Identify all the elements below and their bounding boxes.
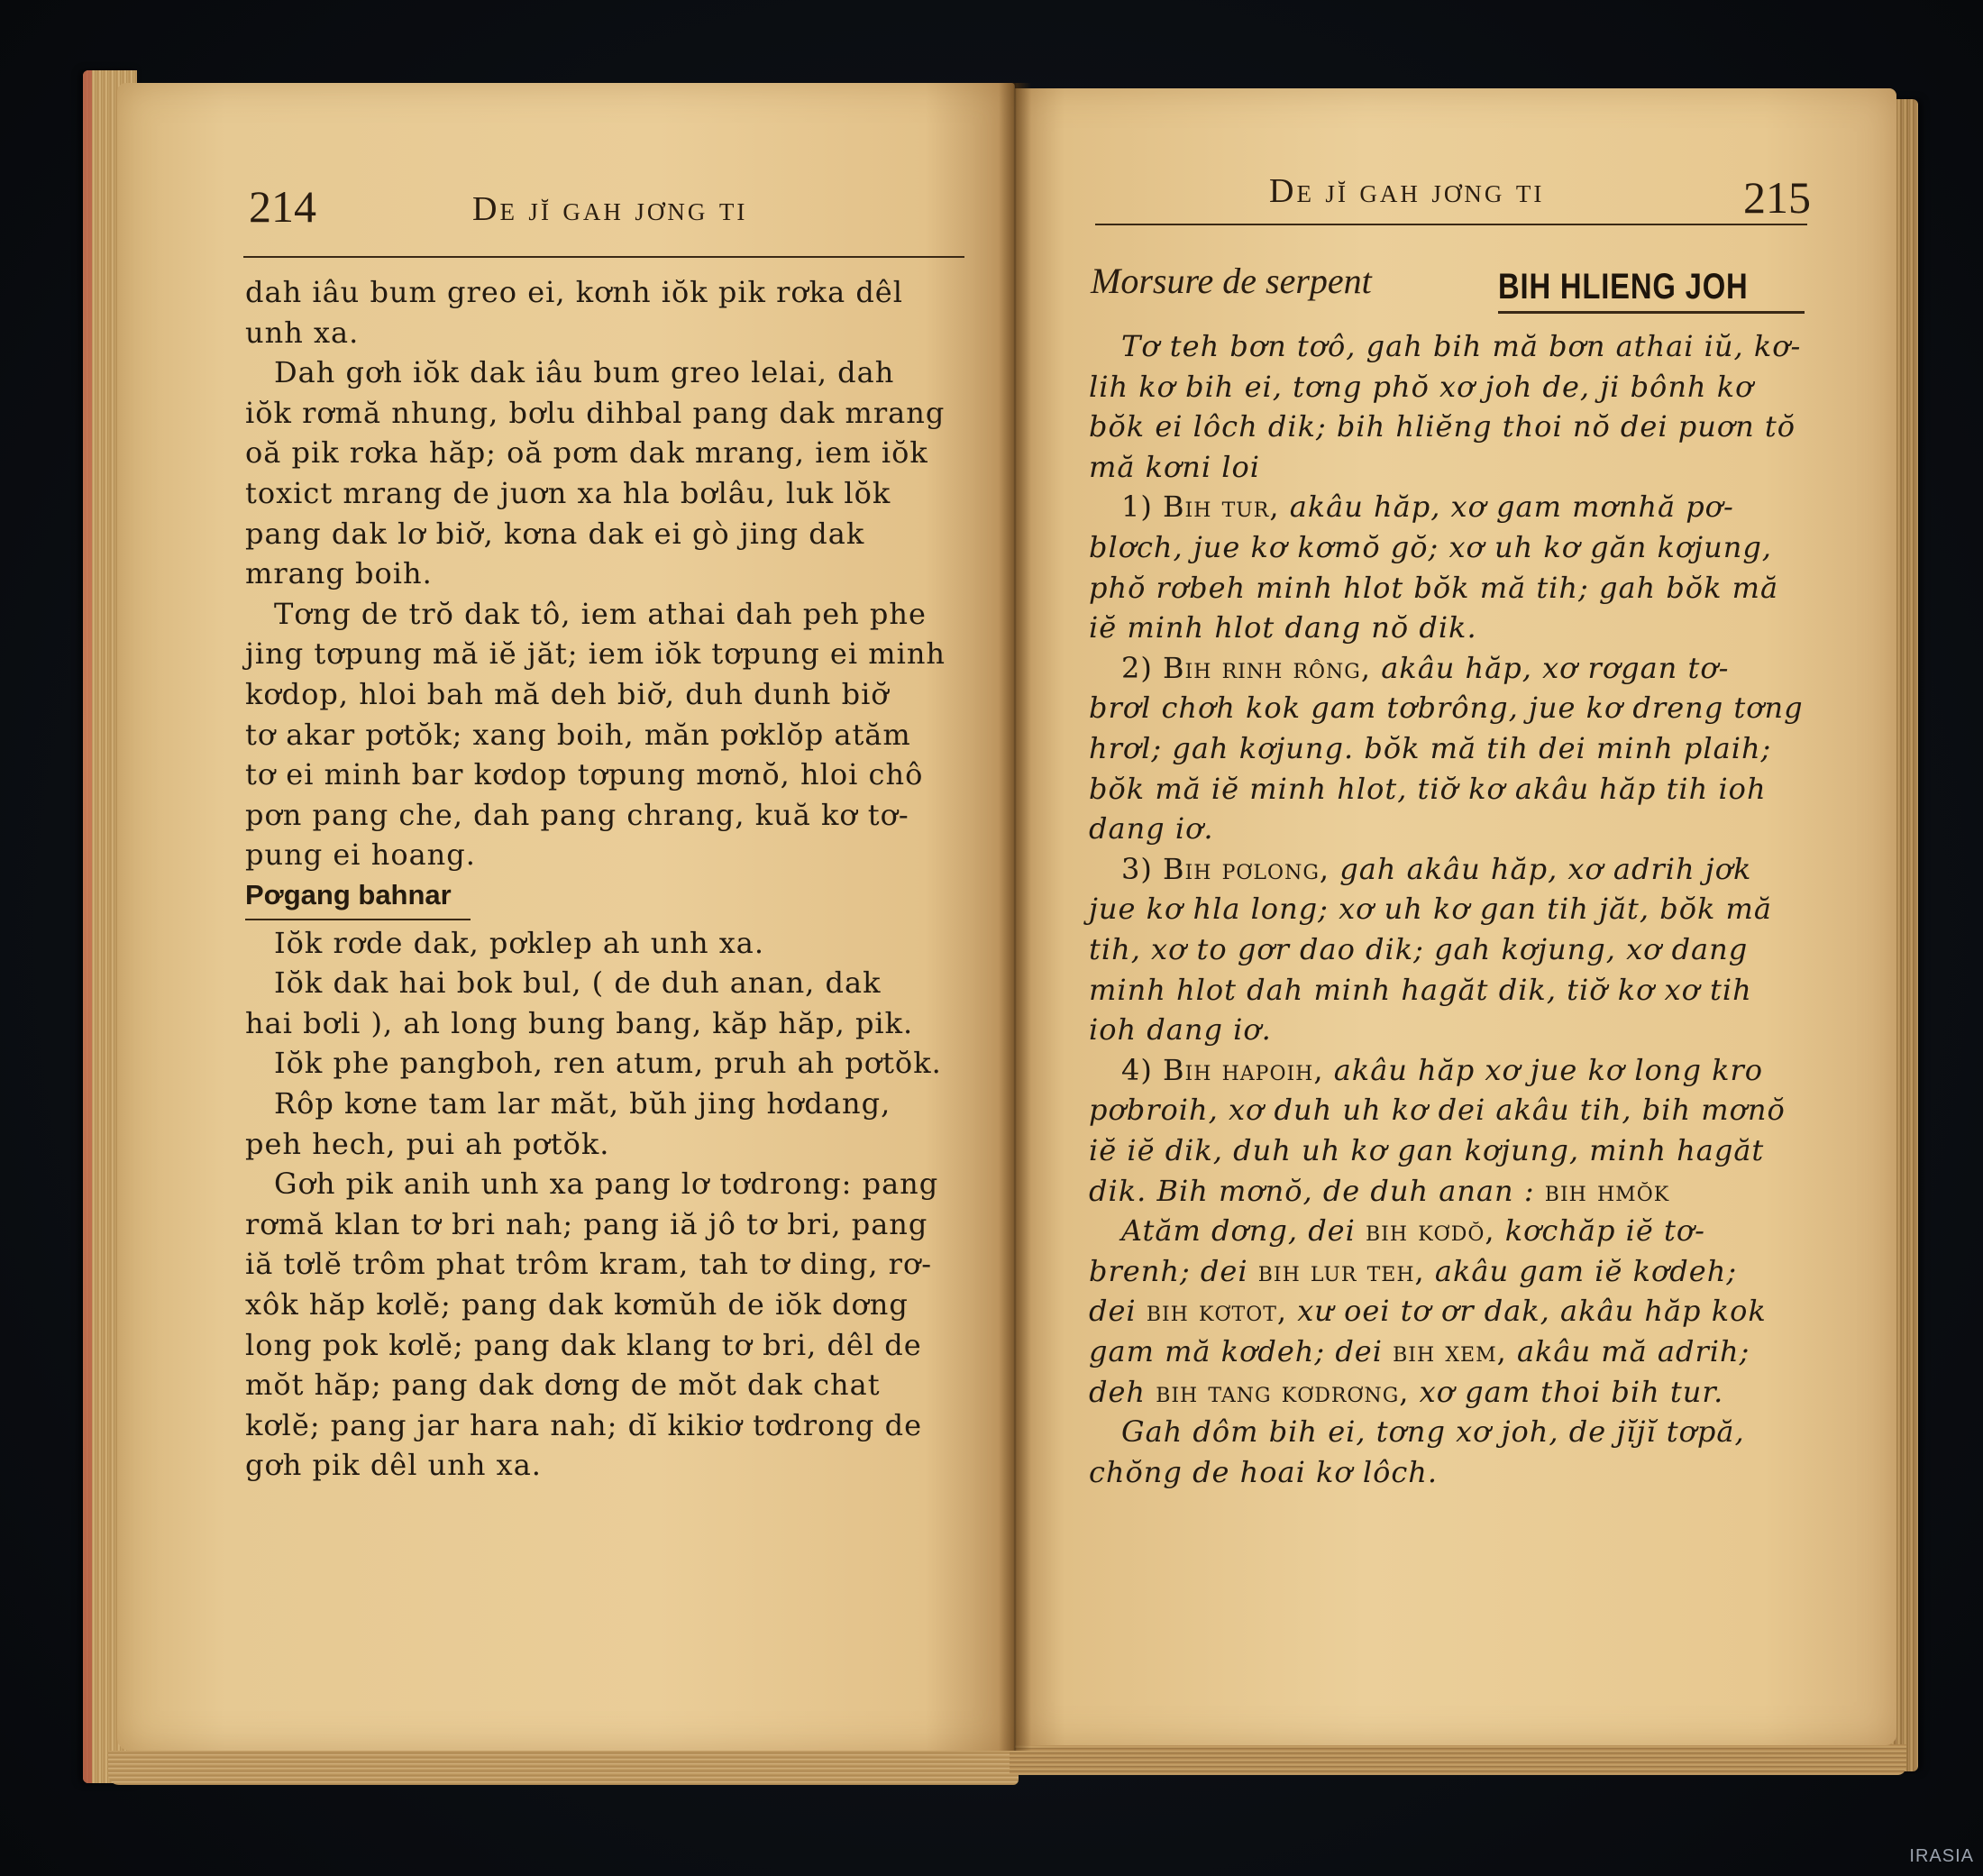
- left-text-line: mŏt hăp; pang dak dơng de mŏt dak chat: [245, 1368, 881, 1403]
- right-intro-line: Tơ teh bơn tơô, gah bih mă bơn athai iŭ, kơ-: [1121, 329, 1802, 363]
- entry-text: tih, xơ to gơr dao dik; gah kơjung, xơ dang: [1089, 932, 1749, 966]
- entry-text: bŏk mă iĕ minh hlot, tiơ̆ kơ akâu hăp tih ioh: [1089, 771, 1767, 806]
- right-closing-line: [1089, 1452, 1438, 1492]
- entry-text: akâu hăp, xơ rơgan tơ-: [1381, 650, 1730, 685]
- closing-text: akâu gam iĕ kơdeh;: [1424, 1253, 1738, 1288]
- entry-text: akâu hăp xơ jue kơ long kro: [1333, 1052, 1764, 1087]
- snake-entry-line: [1121, 849, 1751, 889]
- snake-entry-line: [1121, 648, 1729, 688]
- right-page-number: 215: [1743, 172, 1811, 223]
- left-text-line: unh xa.: [245, 315, 360, 350]
- left-text-line: gơh pik dêl unh xa.: [245, 1448, 542, 1483]
- left-text-line: Dah gơh iŏk dak iâu bum greo lelai, dah: [274, 355, 895, 390]
- closing-text: chŏng de hoai kơ lôch.: [1089, 1454, 1439, 1489]
- entry-text: dik. Bih mơnŏ, de duh anan :: [1089, 1173, 1535, 1208]
- right-closing-line: [1089, 1372, 1723, 1412]
- entry-number: 2): [1121, 650, 1164, 685]
- left-text-line: jing tơpung mă iĕ jăt; iem iŏk tơpung ei minh: [245, 636, 946, 672]
- snake-entry-line: [1089, 929, 1748, 969]
- right-closing-line: [1089, 1291, 1767, 1331]
- right-closing-line: [1121, 1211, 1705, 1250]
- red-page-edge: [83, 70, 92, 1783]
- closing-text: Gah dôm bih ei, tơng xơ joh, de jĭjĭ tơpă,: [1121, 1414, 1745, 1450]
- entry-number: 4): [1121, 1052, 1164, 1087]
- entry-text: dang iơ.: [1089, 811, 1214, 846]
- closing-text: brenh; dei: [1089, 1253, 1258, 1288]
- right-intro-line: mă kơni loi: [1089, 449, 1260, 484]
- entry-text: jue kơ hla long; xơ uh kơ gan tih jăt, bŏk mă: [1089, 892, 1772, 927]
- closing-text: deh: [1089, 1374, 1156, 1409]
- closing-text: gam mă kơdeh; dei: [1089, 1334, 1394, 1368]
- snake-entry-line: [1089, 1010, 1272, 1049]
- snake-entry-line: [1089, 769, 1767, 809]
- right-bottom-edges: [1010, 1744, 1906, 1775]
- right-intro-line: bŏk ei lôch dik; bih hliĕng thoi nŏ dei puơn tŏ: [1089, 409, 1796, 444]
- snake-name: Bih pơlong,: [1163, 851, 1340, 886]
- left-text-line: tơ ei minh bar kơdop tơpung mơnŏ, hloi chô: [245, 757, 924, 792]
- snake-entry-line: [1089, 728, 1771, 768]
- left-text-line: peh hech, pui ah pơtŏk.: [245, 1126, 610, 1161]
- snake-name: bih hmŏk: [1534, 1173, 1670, 1208]
- snake-name: bih kơdŏ,: [1366, 1213, 1495, 1249]
- snake-name: Bih rinh rông,: [1163, 650, 1382, 685]
- entry-text: pơbroih, xơ duh uh kơ dei akâu tih, bih mơnŏ: [1089, 1093, 1786, 1128]
- snake-name: bih kơtot,: [1146, 1294, 1288, 1329]
- snake-entry-line: [1089, 688, 1804, 728]
- title-bahnar: BIH HLIENG JOH: [1498, 267, 1749, 307]
- entry-text: minh hlot dah minh hagăt dik, tiơ̆ kơ xơ tih: [1089, 972, 1752, 1007]
- left-text-line: mrang boih.: [245, 556, 433, 591]
- left-text-line: Iŏk dak hai bok bul, ( de duh anan, dak: [274, 965, 882, 1001]
- closing-text: akâu mă adrih;: [1506, 1334, 1750, 1368]
- entry-text: iĕ iĕ dik, duh uh kơ gan kơjung, minh hagăt: [1089, 1133, 1765, 1167]
- left-subhead: Pơgang bahnar: [245, 879, 452, 911]
- snake-entry-line: [1089, 889, 1772, 929]
- left-text-line: Gơh pik anih unh xa pang lơ tơdrong: pang: [274, 1167, 939, 1202]
- left-text-line: pung ei hoang.: [245, 837, 476, 873]
- left-text-line: tơ akar pơtŏk; xang boih, măn pơklŏp atăm: [245, 717, 911, 752]
- closing-text: dei: [1089, 1294, 1147, 1329]
- left-text-line: Rôp kơne tam lar măt, bŭh jing hơdang,: [274, 1086, 891, 1121]
- entry-text: hrơl; gah kơjung. bŏk mă tih dei minh plaih;: [1089, 731, 1772, 765]
- closing-text: xơ gam thoi bih tur.: [1409, 1374, 1724, 1409]
- snake-entry-line: [1089, 608, 1477, 647]
- left-text-line: iŏk rơmă nhung, bơlu dihbal pang dak mrang: [245, 395, 946, 430]
- left-text-line: rơmă klan tơ bri nah; pang iă jô tơ bri, pang: [245, 1206, 928, 1241]
- snake-entry-line: [1089, 809, 1214, 848]
- watermark: IRASIA: [1909, 1846, 1974, 1866]
- snake-entry-line: [1089, 527, 1772, 567]
- right-closing-line: [1089, 1251, 1737, 1291]
- snake-entry-line: [1089, 1090, 1786, 1130]
- title-underline: [1498, 311, 1805, 314]
- right-running-head: De jĭ gah jơng ti: [1269, 172, 1545, 210]
- subhead-rule: [245, 919, 471, 920]
- snake-entry-line: [1089, 1130, 1764, 1170]
- entry-number: 3): [1121, 851, 1164, 886]
- entry-text: gah akâu hăp, xơ adrih jơk: [1339, 851, 1752, 886]
- left-text-line: pang dak lơ biơ̆, kơna dak ei gò jing dak: [245, 516, 865, 551]
- snake-entry-line: [1121, 1050, 1763, 1090]
- snake-name: Bih hapoih,: [1163, 1052, 1334, 1087]
- snake-entry-line: [1089, 970, 1752, 1010]
- closing-text: xư oei tơ ơr dak, akâu hăp kok: [1287, 1294, 1767, 1329]
- entry-text: blơch, jue kơ kơmŏ gŏ; xơ uh kơ găn kơjung,: [1089, 530, 1772, 564]
- left-text-line: xôk hăp kơlĕ; pang dak kơmŭh de iŏk dơng: [245, 1287, 909, 1322]
- left-page-number: 214: [249, 181, 316, 232]
- snake-entry-line: [1089, 1171, 1669, 1211]
- right-header-rule: [1095, 224, 1807, 225]
- entry-text: ioh dang iơ.: [1089, 1012, 1272, 1048]
- left-text-line: Iŏk rơde dak, pơklep ah unh xa.: [274, 925, 765, 960]
- left-running-head: De jĭ gah jơng ti: [472, 190, 748, 228]
- left-text-line: iă tơlĕ trôm phat trôm kram, tah tơ ding, rơ-: [245, 1247, 933, 1282]
- book-gutter: [999, 83, 1031, 1751]
- entry-text: akâu hăp, xơ gam mơnhă pơ-: [1289, 490, 1734, 525]
- left-text-line: long pok kơlĕ; pang dak klang tơ bri, dêl de: [245, 1327, 922, 1362]
- closing-text: Atăm dơng, dei: [1121, 1213, 1366, 1249]
- left-text-line: oă pik rơka hăp; oă pơm dak mrang, iem iŏk: [245, 435, 928, 471]
- snake-name: bih xem,: [1393, 1334, 1507, 1368]
- snake-entry-line: [1121, 487, 1734, 526]
- closing-text: kơchăp iĕ tơ-: [1494, 1213, 1705, 1249]
- snake-entry-line: [1089, 568, 1778, 608]
- entry-text: brơl chơh kok gam tơbrông, jue kơ dreng tơng: [1089, 691, 1804, 726]
- entry-text: iĕ minh hlot dang nŏ dik.: [1089, 610, 1477, 645]
- right-closing-line: [1121, 1412, 1745, 1451]
- entry-number: 1): [1121, 490, 1164, 525]
- right-intro-line: lih kơ bih ei, tơng phŏ xơ joh de, ji bônh kơ: [1089, 369, 1754, 404]
- right-closing-line: [1089, 1332, 1750, 1371]
- left-text-line: Iŏk phe pangboh, ren atum, pruh ah pơtŏk.: [274, 1046, 942, 1081]
- left-text-line: kơlĕ; pang jar hara nah; dĭ kikiơ tơdrong de: [245, 1407, 922, 1442]
- snake-name: bih tang kơdrơng,: [1156, 1374, 1410, 1409]
- title-french: Morsure de serpent: [1091, 261, 1372, 301]
- left-header-rule: [243, 256, 964, 258]
- left-text-line: kơdop, hloi bah mă deh biơ̆, duh dunh biơ̆: [245, 677, 890, 711]
- left-text-line: pơn pang che, dah pang chrang, kuă kơ tơ-: [245, 797, 909, 832]
- left-text-line: Tơng de trŏ dak tô, iem athai dah peh phe: [274, 596, 927, 631]
- left-text-line: hai bơli ), ah long bung bang, kăp hăp, pik.: [245, 1005, 914, 1040]
- left-bottom-edges: [108, 1751, 1019, 1785]
- left-text-line: toxict mrang de juơn xa hla bơlâu, luk lŏk: [245, 476, 891, 510]
- snake-name: Bih tur,: [1163, 490, 1290, 525]
- snake-name: bih lur teh,: [1257, 1253, 1425, 1288]
- entry-text: phŏ rơbeh minh hlot bŏk mă tih; gah bŏk mă: [1089, 570, 1779, 605]
- left-text-line: dah iâu bum greo ei, kơnh iŏk pik rơka dêl: [245, 275, 903, 309]
